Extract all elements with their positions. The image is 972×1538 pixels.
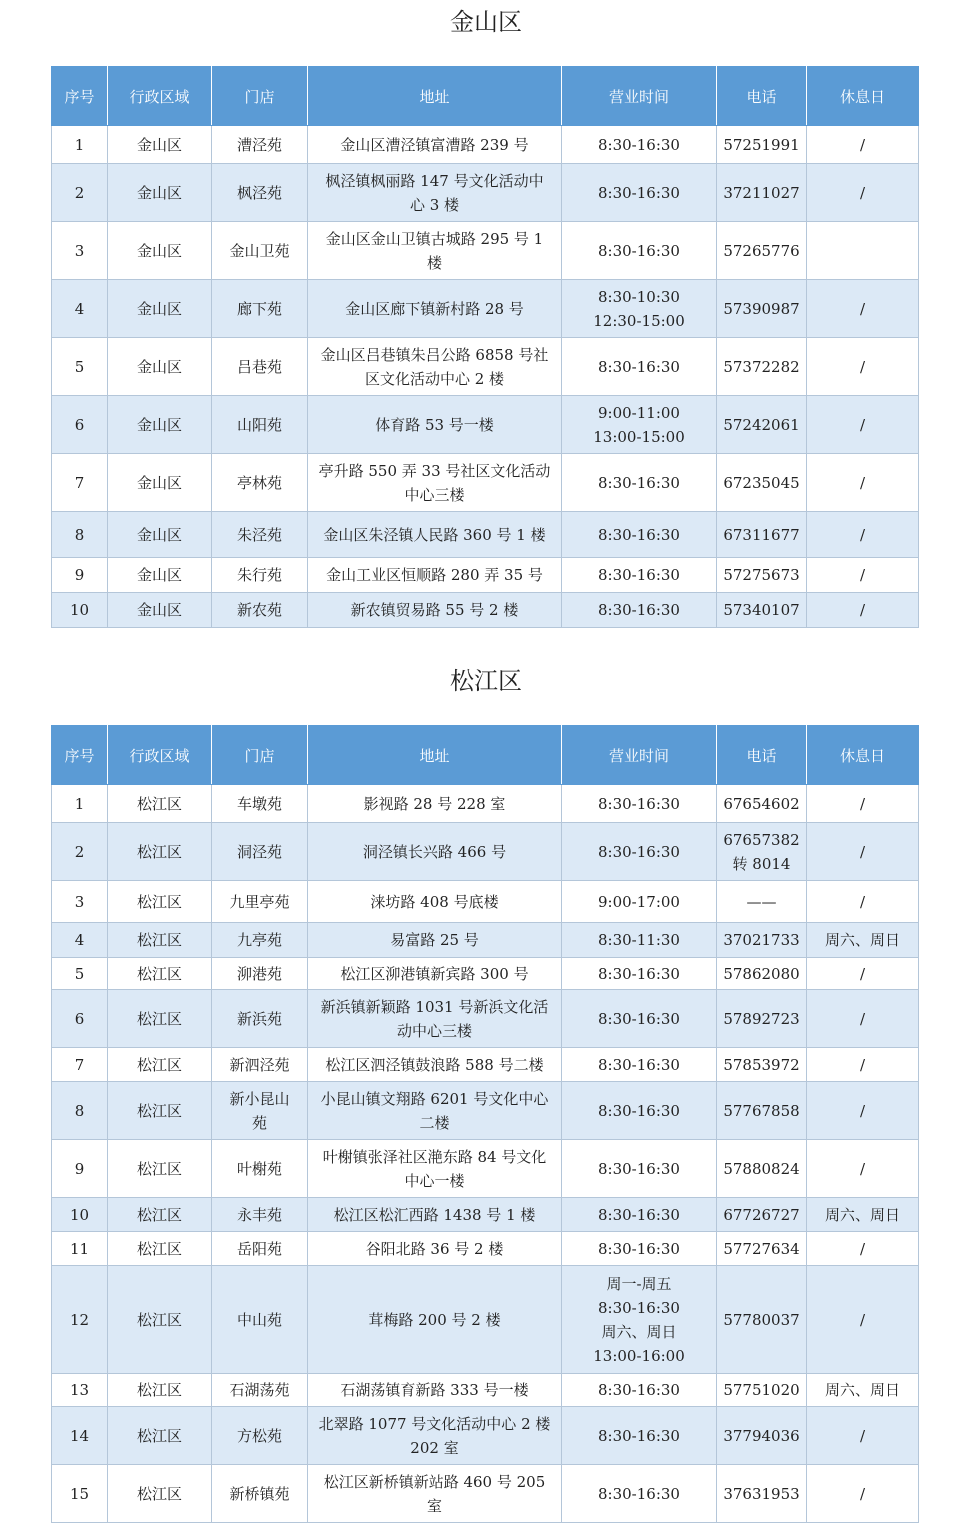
table-row xyxy=(52,280,919,338)
cell-index: 8 xyxy=(52,512,108,558)
cell-hours: 8:30-16:30 xyxy=(562,1465,717,1523)
cell-address: 新农镇贸易路 55 号 2 楼 xyxy=(308,593,562,628)
cell-district: 松江区 xyxy=(108,823,212,881)
cell-store: 石湖荡苑 xyxy=(212,1374,308,1407)
cell-phone: —— xyxy=(717,881,807,923)
songjiang-store-table xyxy=(51,725,919,1523)
cell-address: 松江区泖港镇新宾路 300 号 xyxy=(308,958,562,990)
header-address: 地址 xyxy=(308,67,562,126)
cell-index: 10 xyxy=(52,593,108,628)
cell-rest-day: / xyxy=(807,280,919,338)
cell-district: 金山区 xyxy=(108,593,212,628)
cell-store: 洞泾苑 xyxy=(212,823,308,881)
cell-phone: 57892723 xyxy=(717,990,807,1048)
cell-store: 方松苑 xyxy=(212,1407,308,1465)
cell-address: 金山区吕巷镇朱吕公路 6858 号社 区文化活动中心 2 楼 xyxy=(308,338,562,396)
cell-rest-day: / xyxy=(807,396,919,454)
cell-district: 金山区 xyxy=(108,454,212,512)
cell-hours: 8:30-16:30 xyxy=(562,164,717,222)
cell-phone: 67654602 xyxy=(717,785,807,823)
cell-hours: 8:30-16:30 xyxy=(562,1082,717,1140)
cell-phone: 57853972 xyxy=(717,1048,807,1082)
cell-index: 12 xyxy=(52,1266,108,1374)
cell-rest-day: / xyxy=(807,593,919,628)
cell-hours: 8:30-16:30 xyxy=(562,823,717,881)
cell-store: 九亭苑 xyxy=(212,923,308,958)
cell-rest-day: / xyxy=(807,1082,919,1140)
cell-district: 松江区 xyxy=(108,1082,212,1140)
cell-hours: 8:30-16:30 xyxy=(562,1374,717,1407)
cell-hours: 8:30-16:30 xyxy=(562,1140,717,1198)
cell-district: 松江区 xyxy=(108,958,212,990)
cell-hours: 8:30-16:30 xyxy=(562,958,717,990)
cell-phone: 37794036 xyxy=(717,1407,807,1465)
cell-store: 朱行苑 xyxy=(212,558,308,593)
cell-index: 10 xyxy=(52,1198,108,1232)
table-row xyxy=(52,593,919,628)
cell-address: 易富路 25 号 xyxy=(308,923,562,958)
cell-index: 9 xyxy=(52,1140,108,1198)
cell-index: 14 xyxy=(52,1407,108,1465)
cell-store: 枫泾苑 xyxy=(212,164,308,222)
table-row xyxy=(52,338,919,396)
cell-hours: 8:30-16:30 xyxy=(562,990,717,1048)
table-body xyxy=(52,785,919,1523)
cell-index: 6 xyxy=(52,396,108,454)
table-row xyxy=(52,164,919,222)
cell-rest-day: / xyxy=(807,785,919,823)
cell-rest-day: / xyxy=(807,881,919,923)
cell-rest-day: / xyxy=(807,1407,919,1465)
cell-phone: 67657382 转 8014 xyxy=(717,823,807,881)
table-header-row xyxy=(52,726,919,785)
section-title-songjiang: 松江区 xyxy=(450,667,522,695)
table-row xyxy=(52,1374,919,1407)
cell-index: 8 xyxy=(52,1082,108,1140)
cell-rest-day: / xyxy=(807,164,919,222)
cell-index: 6 xyxy=(52,990,108,1048)
cell-store: 吕巷苑 xyxy=(212,338,308,396)
cell-address: 金山工业区恒顺路 280 弄 35 号 xyxy=(308,558,562,593)
cell-hours: 8:30-16:30 xyxy=(562,1232,717,1266)
table-header-row xyxy=(52,67,919,126)
table-row xyxy=(52,785,919,823)
cell-address: 亭升路 550 弄 33 号社区文化活动 中心三楼 xyxy=(308,454,562,512)
cell-address: 枫泾镇枫丽路 147 号文化活动中 心 3 楼 xyxy=(308,164,562,222)
cell-rest-day: / xyxy=(807,958,919,990)
cell-address: 茸梅路 200 号 2 楼 xyxy=(308,1266,562,1374)
header-store: 门店 xyxy=(212,726,308,785)
cell-hours: 8:30-16:30 xyxy=(562,1198,717,1232)
cell-phone: 57372282 xyxy=(717,338,807,396)
cell-hours: 8:30-16:30 xyxy=(562,1048,717,1082)
cell-hours: 9:00-11:00 13:00-15:00 xyxy=(562,396,717,454)
cell-phone: 57275673 xyxy=(717,558,807,593)
cell-rest-day: / xyxy=(807,512,919,558)
cell-phone: 67726727 xyxy=(717,1198,807,1232)
cell-rest-day: / xyxy=(807,1140,919,1198)
cell-district: 松江区 xyxy=(108,1266,212,1374)
cell-address: 新浜镇新颖路 1031 号新浜文化活 动中心三楼 xyxy=(308,990,562,1048)
cell-rest-day xyxy=(807,222,919,280)
cell-index: 15 xyxy=(52,1465,108,1523)
cell-phone: 57767858 xyxy=(717,1082,807,1140)
cell-hours: 8:30-10:30 12:30-15:00 xyxy=(562,280,717,338)
cell-store: 廊下苑 xyxy=(212,280,308,338)
cell-district: 松江区 xyxy=(108,1374,212,1407)
cell-store: 新浜苑 xyxy=(212,990,308,1048)
table-row xyxy=(52,1198,919,1232)
header-index: 序号 xyxy=(52,726,108,785)
table-row xyxy=(52,512,919,558)
cell-index: 2 xyxy=(52,164,108,222)
cell-rest-day: / xyxy=(807,1048,919,1082)
jinshan-store-table xyxy=(51,66,919,628)
cell-district: 松江区 xyxy=(108,881,212,923)
cell-rest-day: / xyxy=(807,823,919,881)
cell-district: 松江区 xyxy=(108,990,212,1048)
cell-store: 新泗泾苑 xyxy=(212,1048,308,1082)
cell-store: 叶榭苑 xyxy=(212,1140,308,1198)
cell-phone: 57862080 xyxy=(717,958,807,990)
cell-address: 涞坊路 408 号底楼 xyxy=(308,881,562,923)
table-row xyxy=(52,1465,919,1523)
cell-index: 13 xyxy=(52,1374,108,1407)
cell-district: 松江区 xyxy=(108,1407,212,1465)
cell-index: 7 xyxy=(52,1048,108,1082)
cell-district: 松江区 xyxy=(108,785,212,823)
cell-address: 松江区新桥镇新站路 460 号 205 室 xyxy=(308,1465,562,1523)
cell-address: 金山区廊下镇新村路 28 号 xyxy=(308,280,562,338)
header-hours: 营业时间 xyxy=(562,67,717,126)
cell-phone: 57251991 xyxy=(717,126,807,164)
cell-hours: 8:30-16:30 xyxy=(562,222,717,280)
cell-rest-day: / xyxy=(807,1232,919,1266)
cell-store: 漕泾苑 xyxy=(212,126,308,164)
cell-rest-day: 周六、周日 xyxy=(807,1198,919,1232)
cell-phone: 57242061 xyxy=(717,396,807,454)
header-address: 地址 xyxy=(308,726,562,785)
cell-index: 1 xyxy=(52,785,108,823)
cell-phone: 37211027 xyxy=(717,164,807,222)
cell-index: 4 xyxy=(52,923,108,958)
cell-phone: 37021733 xyxy=(717,923,807,958)
cell-address: 谷阳北路 36 号 2 楼 xyxy=(308,1232,562,1266)
cell-store: 新桥镇苑 xyxy=(212,1465,308,1523)
cell-rest-day: 周六、周日 xyxy=(807,1374,919,1407)
cell-index: 9 xyxy=(52,558,108,593)
table-row xyxy=(52,222,919,280)
cell-address: 叶榭镇张泽社区滟东路 84 号文化 中心一楼 xyxy=(308,1140,562,1198)
cell-hours: 8:30-16:30 xyxy=(562,558,717,593)
cell-rest-day: / xyxy=(807,1266,919,1374)
table-row xyxy=(52,923,919,958)
table-row xyxy=(52,126,919,164)
cell-district: 松江区 xyxy=(108,1048,212,1082)
cell-store: 泖港苑 xyxy=(212,958,308,990)
cell-rest-day: / xyxy=(807,990,919,1048)
table-row xyxy=(52,881,919,923)
cell-store: 山阳苑 xyxy=(212,396,308,454)
cell-index: 5 xyxy=(52,958,108,990)
header-district: 行政区域 xyxy=(108,67,212,126)
cell-district: 金山区 xyxy=(108,222,212,280)
cell-district: 金山区 xyxy=(108,396,212,454)
cell-phone: 57880824 xyxy=(717,1140,807,1198)
cell-hours: 周一-周五 8:30-16:30 周六、周日 13:00-16:00 xyxy=(562,1266,717,1374)
cell-district: 金山区 xyxy=(108,512,212,558)
cell-rest-day: / xyxy=(807,338,919,396)
cell-rest-day: / xyxy=(807,558,919,593)
cell-index: 4 xyxy=(52,280,108,338)
cell-district: 金山区 xyxy=(108,164,212,222)
cell-store: 车墩苑 xyxy=(212,785,308,823)
cell-phone: 67311677 xyxy=(717,512,807,558)
cell-hours: 8:30-16:30 xyxy=(562,126,717,164)
cell-district: 松江区 xyxy=(108,1140,212,1198)
cell-address: 金山区朱泾镇人民路 360 号 1 楼 xyxy=(308,512,562,558)
cell-store: 朱泾苑 xyxy=(212,512,308,558)
cell-phone: 57780037 xyxy=(717,1266,807,1374)
header-phone: 电话 xyxy=(717,67,807,126)
section-title-jinshan: 金山区 xyxy=(450,8,522,36)
cell-store: 金山卫苑 xyxy=(212,222,308,280)
cell-hours: 8:30-16:30 xyxy=(562,338,717,396)
cell-address: 石湖荡镇育新路 333 号一楼 xyxy=(308,1374,562,1407)
cell-store: 新小昆山 苑 xyxy=(212,1082,308,1140)
cell-index: 3 xyxy=(52,881,108,923)
table-body xyxy=(52,126,919,628)
cell-phone: 57265776 xyxy=(717,222,807,280)
cell-hours: 8:30-16:30 xyxy=(562,512,717,558)
table-row xyxy=(52,1232,919,1266)
cell-hours: 8:30-11:30 xyxy=(562,923,717,958)
header-rest-day: 休息日 xyxy=(807,67,919,126)
cell-phone: 67235045 xyxy=(717,454,807,512)
cell-hours: 9:00-17:00 xyxy=(562,881,717,923)
cell-phone: 57751020 xyxy=(717,1374,807,1407)
cell-address: 松江区松汇西路 1438 号 1 楼 xyxy=(308,1198,562,1232)
cell-hours: 8:30-16:30 xyxy=(562,1407,717,1465)
cell-store: 九里亭苑 xyxy=(212,881,308,923)
cell-district: 金山区 xyxy=(108,126,212,164)
table-row xyxy=(52,454,919,512)
header-rest-day: 休息日 xyxy=(807,726,919,785)
cell-index: 5 xyxy=(52,338,108,396)
table-row xyxy=(52,1266,919,1374)
cell-address: 北翠路 1077 号文化活动中心 2 楼 202 室 xyxy=(308,1407,562,1465)
table-row xyxy=(52,990,919,1048)
cell-district: 松江区 xyxy=(108,1232,212,1266)
cell-rest-day: / xyxy=(807,126,919,164)
table-row xyxy=(52,1082,919,1140)
cell-address: 松江区泗泾镇鼓浪路 588 号二楼 xyxy=(308,1048,562,1082)
header-district: 行政区域 xyxy=(108,726,212,785)
cell-district: 松江区 xyxy=(108,1465,212,1523)
cell-rest-day: 周六、周日 xyxy=(807,923,919,958)
table-row xyxy=(52,958,919,990)
cell-address: 金山区漕泾镇富漕路 239 号 xyxy=(308,126,562,164)
cell-phone: 57340107 xyxy=(717,593,807,628)
cell-address: 影视路 28 号 228 室 xyxy=(308,785,562,823)
cell-address: 金山区金山卫镇古城路 295 号 1 楼 xyxy=(308,222,562,280)
header-index: 序号 xyxy=(52,67,108,126)
cell-phone: 57390987 xyxy=(717,280,807,338)
table-row xyxy=(52,1048,919,1082)
cell-hours: 8:30-16:30 xyxy=(562,593,717,628)
header-phone: 电话 xyxy=(717,726,807,785)
table-row xyxy=(52,558,919,593)
cell-district: 金山区 xyxy=(108,338,212,396)
header-store: 门店 xyxy=(212,67,308,126)
cell-index: 2 xyxy=(52,823,108,881)
cell-index: 7 xyxy=(52,454,108,512)
cell-index: 11 xyxy=(52,1232,108,1266)
cell-store: 中山苑 xyxy=(212,1266,308,1374)
cell-district: 金山区 xyxy=(108,280,212,338)
cell-index: 3 xyxy=(52,222,108,280)
cell-address: 洞泾镇长兴路 466 号 xyxy=(308,823,562,881)
table-row xyxy=(52,1140,919,1198)
cell-store: 永丰苑 xyxy=(212,1198,308,1232)
cell-hours: 8:30-16:30 xyxy=(562,454,717,512)
cell-address: 体育路 53 号一楼 xyxy=(308,396,562,454)
header-hours: 营业时间 xyxy=(562,726,717,785)
cell-hours: 8:30-16:30 xyxy=(562,785,717,823)
cell-store: 新农苑 xyxy=(212,593,308,628)
cell-address: 小昆山镇文翔路 6201 号文化中心 二楼 xyxy=(308,1082,562,1140)
cell-rest-day: / xyxy=(807,454,919,512)
cell-store: 岳阳苑 xyxy=(212,1232,308,1266)
table-row xyxy=(52,396,919,454)
cell-phone: 37631953 xyxy=(717,1465,807,1523)
cell-store: 亭林苑 xyxy=(212,454,308,512)
cell-index: 1 xyxy=(52,126,108,164)
cell-district: 松江区 xyxy=(108,1198,212,1232)
table-row xyxy=(52,823,919,881)
cell-district: 金山区 xyxy=(108,558,212,593)
cell-district: 松江区 xyxy=(108,923,212,958)
cell-phone: 57727634 xyxy=(717,1232,807,1266)
table-row xyxy=(52,1407,919,1465)
cell-rest-day: / xyxy=(807,1465,919,1523)
